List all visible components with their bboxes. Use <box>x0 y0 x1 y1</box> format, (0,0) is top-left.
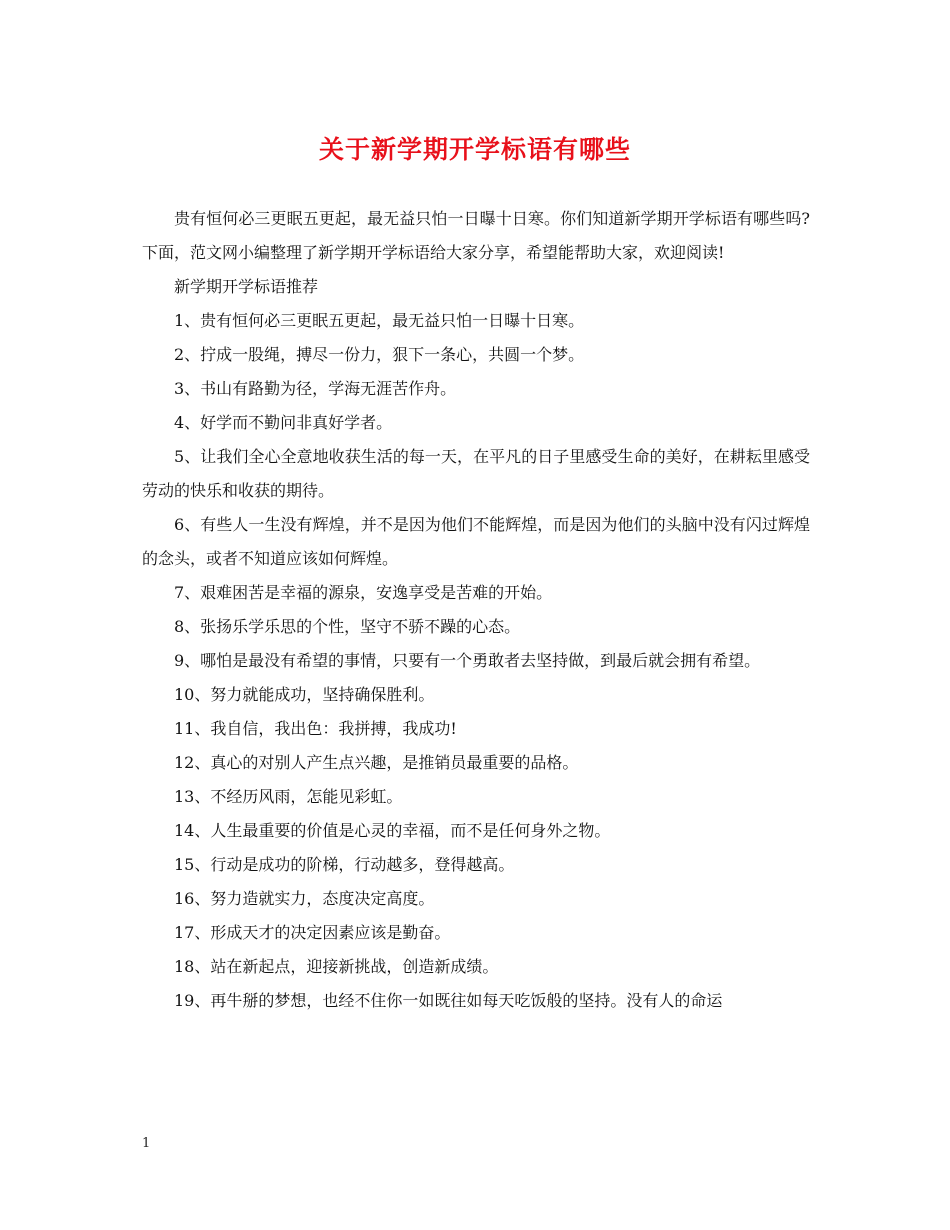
document-body <box>142 202 810 1018</box>
list-item: 4、好学而不勤问非真好学者。 <box>174 413 393 432</box>
list-item: 1、贵有恒何必三更眠五更起，最无益只怕一日曝十日寒。 <box>174 311 585 330</box>
list-item: 18、站在新起点，迎接新挑战，创造新成绩。 <box>174 957 499 976</box>
list-item: 5、让我们全心全意地收获生活的每一天，在平凡的日子里感受生命的美好，在耕耘里感受劳动的快乐和收获的期待。 <box>142 447 810 500</box>
page-title: 关于新学期开学标语有哪些 <box>318 135 631 164</box>
list-item: 17、形成天才的决定因素应该是勤奋。 <box>174 923 451 942</box>
list-item: 9、哪怕是最没有希望的事情，只要有一个勇敢者去坚持做，到最后就会拥有希望。 <box>174 651 761 670</box>
list-item: 14、人生最重要的价值是心灵的幸福，而不是任何身外之物。 <box>174 821 611 840</box>
list-item: 16、努力造就实力，态度决定高度。 <box>174 889 435 908</box>
list-item: 12、真心的对别人产生点兴趣，是推销员最重要的品格。 <box>174 753 579 772</box>
list-item: 3、书山有路勤为径，学海无涯苦作舟。 <box>174 379 457 398</box>
list-item: 7、艰难困苦是幸福的源泉，安逸享受是苦难的开始。 <box>174 583 553 602</box>
section-heading: 新学期开学标语推荐 <box>174 277 319 296</box>
list-item: 19、再牛掰的梦想，也经不住你一如既往如每天吃饭般的坚持。没有人的命运 <box>174 991 723 1010</box>
paragraph-intro: 贵有恒何必三更眠五更起，最无益只怕一日曝十日寒。你们知道新学期开学标语有哪些吗?下面，范文网小编整理了新学期开学标语给大家分享，希望能帮助大家，欢迎阅读! <box>142 209 810 262</box>
list-item: 2、拧成一股绳，搏尽一份力，狠下一条心，共圆一个梦。 <box>174 345 585 364</box>
list-item: 13、不经历风雨，怎能见彩虹。 <box>174 787 403 806</box>
list-item: 15、行动是成功的阶梯，行动越多，登得越高。 <box>174 855 515 874</box>
page-number: 1 <box>142 1136 151 1151</box>
list-item: 11、我自信，我出色：我拼搏，我成功! <box>174 719 457 738</box>
list-item: 10、努力就能成功，坚持确保胜利。 <box>174 685 435 704</box>
list-item: 8、张扬乐学乐思的个性，坚守不骄不躁的心态。 <box>174 617 521 636</box>
list-item: 6、有些人一生没有辉煌，并不是因为他们不能辉煌，而是因为他们的头脑中没有闪过辉煌的念头，或者不知道应该如何辉煌。 <box>142 515 810 568</box>
